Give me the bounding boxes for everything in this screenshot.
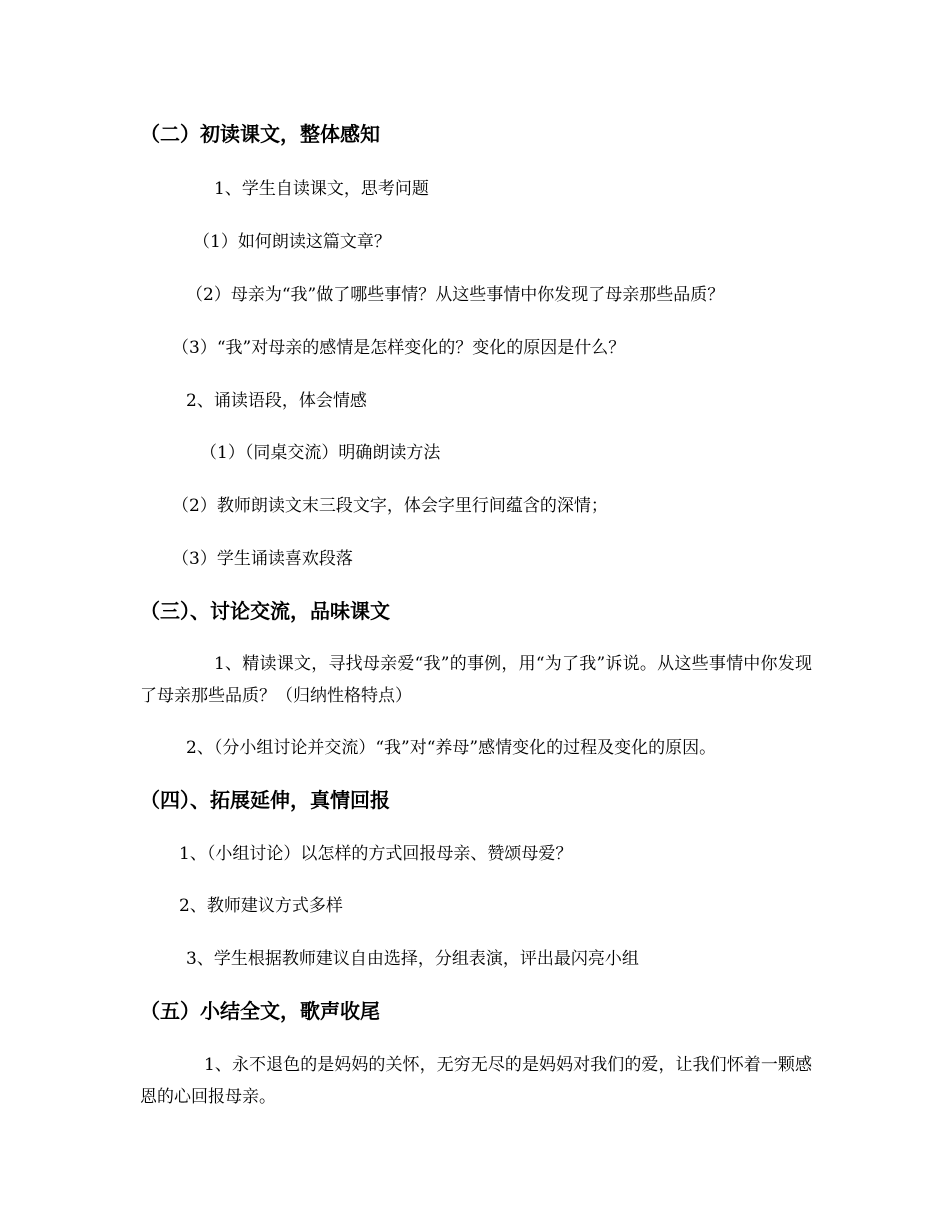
section4-item-3: 3、学生根据教师建议自由选择，分组表演，评出最闪亮小组	[186, 949, 639, 969]
section4-item-2: 2、教师建议方式多样	[179, 896, 343, 916]
section3-item-2: 2、（分小组讨论并交流）“我”对“养母”感情变化的过程及变化的原因。	[186, 738, 717, 758]
section-heading-4: （四）、拓展延伸，真情回报	[140, 788, 390, 812]
section-heading-5: （五）小结全文，歌声收尾	[140, 999, 380, 1023]
section3-item-1: 1、精读课文，寻找母亲爱“我”的事例，用“为了我”诉说。从这些事情中你发现了母亲那些品质？（归纳性格特点）	[140, 654, 812, 706]
section5-item-1: 1、永不退色的是妈妈的关怀，无穷无尽的是妈妈对我们的爱，让我们怀着一颗感恩的心回报母亲。	[140, 1055, 812, 1107]
section2-question-1: （1）如何朗读这篇文章？	[193, 232, 391, 252]
section2-reading-3: （3）学生诵读喜欢段落	[172, 549, 353, 569]
section-heading-2: （二）初读课文，整体感知	[140, 122, 380, 146]
section2-item-2: 2、诵读语段，体会情感	[186, 391, 367, 411]
section2-question-2: （2）母亲为“我”做了哪些事情？从这些事情中你发现了母亲那些品质？	[186, 285, 725, 305]
section2-reading-1: （1）（同桌交流）明确朗读方法	[200, 443, 441, 463]
section4-item-1: 1、（小组讨论）以怎样的方式回报母亲、赞颂母爱？	[179, 844, 573, 864]
section2-item-1: 1、学生自读课文，思考问题	[214, 179, 429, 199]
section2-reading-2: （2）教师朗读文末三段文字，体会字里行间蕴含的深情；	[172, 496, 608, 516]
section2-question-3: （3）“我”对母亲的感情是怎样变化的？变化的原因是什么？	[172, 338, 626, 358]
section-heading-3: （三）、讨论交流，品味课文	[140, 599, 390, 623]
